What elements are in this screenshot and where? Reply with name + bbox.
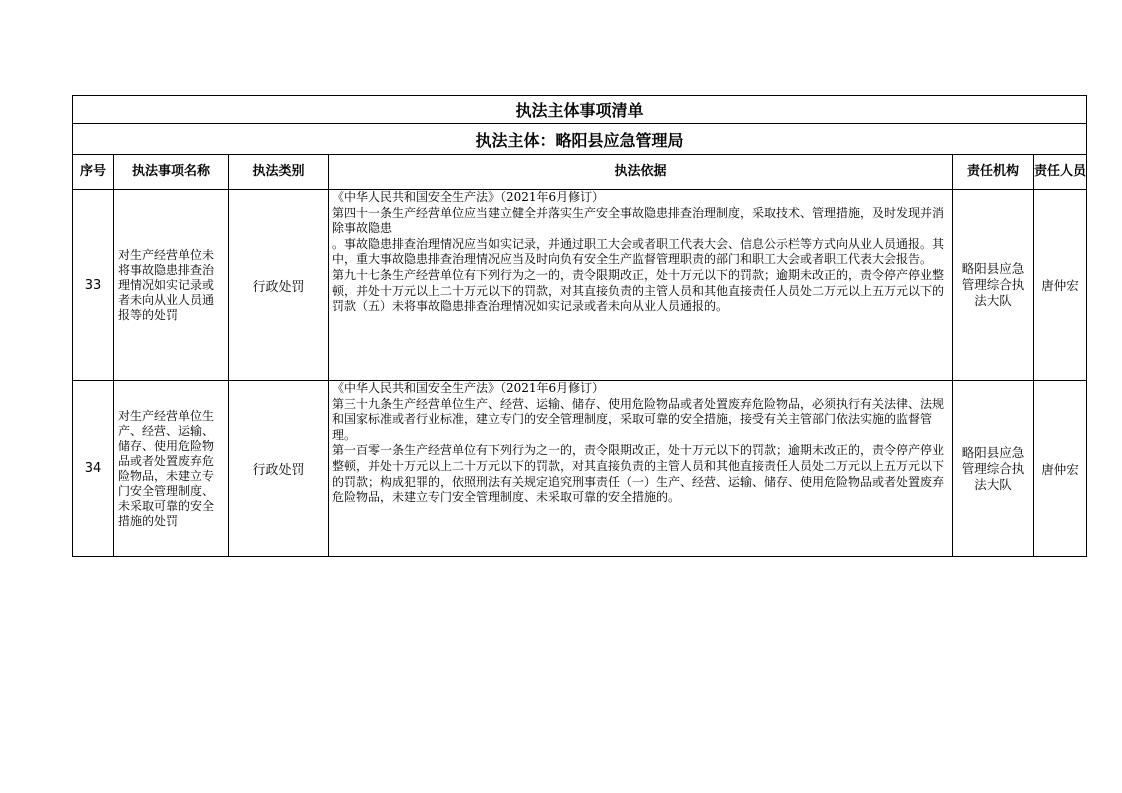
table-row (73, 381, 1087, 557)
header-type: 执法类别 (229, 155, 329, 190)
table-row (73, 190, 1087, 381)
row-name: 对生产经营单位生产、经营、运输、储存、使用危险物品或者处置废弃危险物品，未建立专门安全管理制度、未采取可靠的安全措施的处罚 (114, 381, 229, 557)
header-org: 责任机构 (953, 155, 1034, 190)
row-type: 行政处罚 (229, 190, 329, 381)
basis-paragraph: 第一百零一条生产经营单位有下列行为之一的，责令限期改正，处十万元以下的罚款；逾期未改正的，责令停产停业整顿，并处十万元以上二十万元以下的罚款，对其直接负责的主管人员和其他直接责任人员处二万元以上五万元以下的罚款；构成犯罪的，依照刑法有关规定追究刑事责任（一）生产、经营、运输、储存、使用危险物品或者处置废弃危险物品，未建立专门安全管理制度、未采取可靠的安全措施的。 (332, 443, 945, 505)
header-seq: 序号 (73, 155, 114, 190)
row-type: 行政处罚 (229, 381, 329, 557)
header-basis: 执法依据 (329, 155, 953, 190)
row-basis (329, 381, 953, 557)
header-name: 执法事项名称 (114, 155, 229, 190)
basis-paragraph: 第三十九条生产经营单位生产、经营、运输、储存、使用危险物品或者处置废弃危险物品，必须执行有关法律、法规和国家标准或者行业标准，建立专门的安全管理制度，采取可靠的安全措施，接受有关主管部门依法实施的监督管理。 (332, 396, 945, 442)
sheet-subtitle: 执法主体：略阳县应急管理局 (73, 124, 1087, 155)
header-person: 责任人员 (1034, 155, 1087, 190)
row-org: 略阳县应急管理综合执法大队 (953, 190, 1034, 381)
basis-paragraph: 《中华人民共和国安全生产法》（2021年6月修订） (332, 381, 605, 395)
row-seq: 33 (73, 190, 114, 381)
row-name: 对生产经营单位未将事故隐患排查治理情况如实记录或者未向从业人员通报等的处罚 (114, 190, 229, 381)
basis-paragraph: 《中华人民共和国安全生产法》（2021年6月修订） (332, 190, 605, 204)
row-person: 唐仲宏 (1034, 381, 1087, 557)
basis-paragraph: 。事故隐患排查治理情况应当如实记录，并通过职工大会或者职工代表大会、信息公示栏等方式向从业人员通报。其中，重大事故隐患排查治理情况应当及时向负有安全生产监督管理职责的部门和职工大会或者职工代表大会报告。 (332, 236, 945, 267)
row-seq: 34 (73, 381, 114, 557)
basis-paragraph: 第九十七条生产经营单位有下列行为之一的，责令限期改正，处十万元以下的罚款；逾期未改正的，责令停产停业整顿，并处十万元以上二十万元以下的罚款，对其直接负责的主管人员和其他直接责任人员处二万元以上五万元以下的罚款（五）未将事故隐患排查治理情况如实记录或者未向从业人员通报的。 (332, 267, 945, 314)
basis-paragraph: 第四十一条生产经营单位应当建立健全并落实生产安全事故隐患排查治理制度，采取技术、管理措施，及时发现并消除事故隐患 (332, 205, 945, 236)
row-org: 略阳县应急管理综合执法大队 (953, 381, 1034, 557)
sheet-title: 执法主体事项清单 (73, 96, 1087, 124)
row-person: 唐仲宏 (1034, 190, 1087, 381)
header-row (73, 155, 1087, 190)
enforcement-list-table (72, 95, 1087, 557)
row-basis (329, 190, 953, 381)
